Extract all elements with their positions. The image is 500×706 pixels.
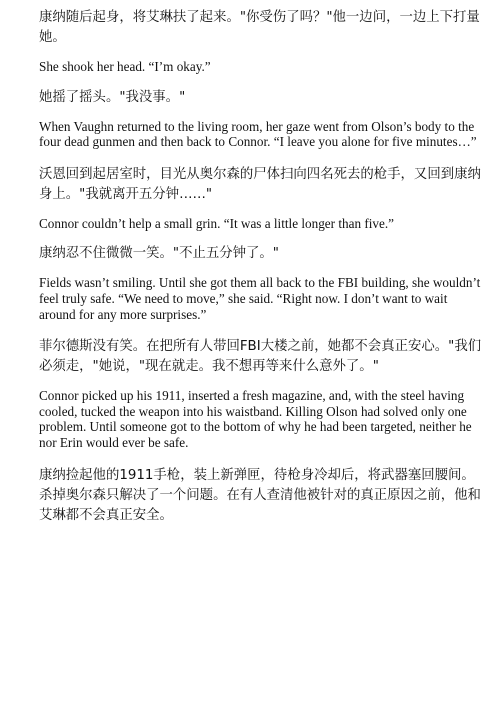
paragraph-en-2: When Vaughn returned to the living room, her gaze went from Olson’s body to the four dead gunmen and then back to Connor. “I leave you alone for five minutes…” [39,118,477,150]
paragraph-zh-5: 菲尔德斯没有笑。在把所有人带回FBI大楼之前，她都不会真正安心。"我们必须走，"她说，"现在就走。我不想再等来什么意外了。" [39,339,482,375]
paragraph-en-4: Fields wasn’t smiling. Until she got them all back to the FBI building, she wouldn’t feel truly safe. “We need to move,” she said. “Right now. I don’t want to wait around for any more surprises.” [39,275,481,322]
paragraph-zh-6: 康纳捡起他的1911手枪，装上新弹匣，待枪身冷却后，将武器塞回腰间。杀掉奥尔森只解决了一个问题。在有人查清他被针对的真正原因之前，他和艾琳都不会真正安全。 [39,467,481,523]
paragraph-zh-1: 康纳随后起身，将艾琳扶了起来。"你受伤了吗？"他一边问，一边上下打量她。 [39,10,480,45]
paragraph-zh-2: 她摇了摇头。"我没事。" [39,89,186,105]
paragraph-en-3: Connor couldn’t help a small grin. “It was a little longer than five.” [39,215,394,231]
paragraph-en-5: Connor picked up his 1911, inserted a fresh magazine, and, with the steel having cooled, tucked the weapon into his waistband. Killing Olson had solved only one problem. Until someone got to the bottom of why he had been targeted, neither he nor Erin would ever be safe. [39,388,472,450]
paragraph-zh-4: 康纳忍不住微微一笑。"不止五分钟了。" [39,246,279,262]
paragraph-en-1: She shook her head. “I’m okay.” [39,59,211,74]
paragraph-zh-3: 沃恩回到起居室时，目光从奥尔森的尸体扫向四名死去的枪手，又回到康纳身上。"我就离开五分钟……" [39,166,481,202]
